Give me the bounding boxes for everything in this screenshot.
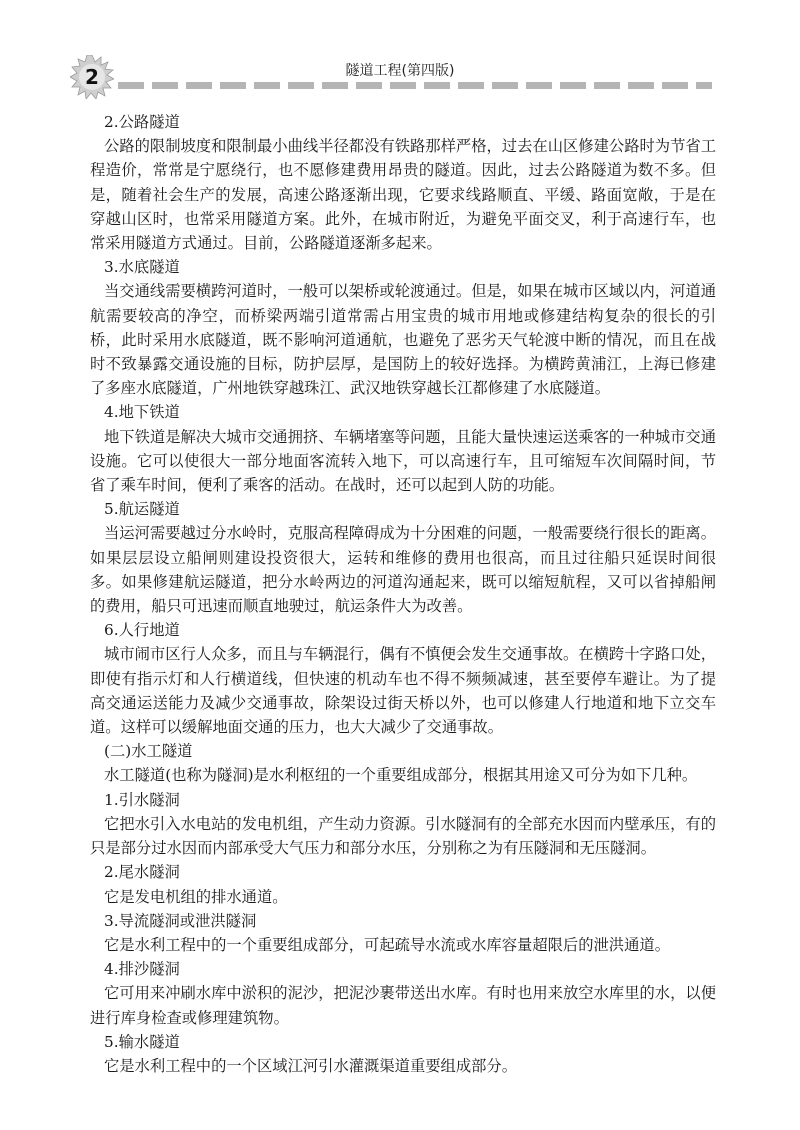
page-header [0, 0, 800, 110]
paragraph-subway: 地下铁道是解决大城市交通拥挤、车辆堵塞等问题，且能大量快速运送乘客的一种城市交通设施。它可以使很大一部分地面客流转入地下，可以高速行车，且可缩短车次间隔时间，节省了乘车时间，便利了乘客的活动。在战时，还可以起到人防的功能。 [90, 427, 716, 495]
paragraph-conveyance-tunnel: 它是水利工程中的一个区域江河引水灌溉渠道重要组成部分。 [104, 1056, 518, 1075]
section-heading-flood-tunnel: 3.导流隧洞或泄洪隧洞 [104, 911, 257, 930]
paragraph-sediment-tunnel: 它可用来冲刷水库中淤积的泥沙，把泥沙裹带送出水库。有时也用来放空水库里的水，以便进行库身检查或修理建筑物。 [90, 984, 716, 1027]
section-heading-conveyance-tunnel: 5.输水隧道 [104, 1032, 180, 1051]
paragraph-pedestrian-underpass: 城市闹市区行人众多，而且与车辆混行，偶有不慎便会发生交通事故。在横跨十字路口处，即使有指示灯和人行横道线，但快速的机动车也不得不频频减速，甚至要停车避让。为了提高交通运送能力及减少交通事故，除架设过街天桥以外，也可以修建人行地道和地下立交车道。这样可以缓解地面交通的压力，也大大减少了交通事故。 [90, 645, 716, 737]
section-heading-sediment-tunnel: 4.排沙隧洞 [104, 960, 180, 979]
book-title: 隧道工程(第四版) [345, 63, 455, 79]
section-heading-highway-tunnel: 2.公路隧道 [104, 113, 180, 131]
page-body [90, 110, 716, 1078]
section-heading-hydraulic-tunnel: (二)水工隧道 [104, 742, 193, 761]
paragraph-flood-tunnel: 它是水利工程中的一个重要组成部分，可起疏导水流或水库容量超限后的泄洪通道。 [104, 935, 670, 954]
paragraph-tailrace-tunnel: 它是发电机组的排水通道。 [104, 887, 288, 906]
section-heading-navigation-tunnel: 5.航运隧道 [104, 500, 180, 519]
section-heading-underwater-tunnel: 3.水底隧道 [104, 258, 180, 277]
section-heading-pedestrian-underpass: 6.人行地道 [104, 621, 180, 640]
paragraph-highway-tunnel: 公路的限制坡度和限制最小曲线半径都没有铁路那样严格，过去在山区修建公路时为节省工程造价，常常是宁愿绕行，也不愿修建费用昂贵的隧道。因此，过去公路隧道为数不多。但是，随着社会生产的发展，高速公路逐渐出现，它要求线路顺直、平缓、路面宽敞，于是在穿越山区时，也常采用隧道方案。此外，在城市附近，为避免平面交叉，利于高速行车，也常采用隧道方式通过。目前，公路隧道逐渐多起来。 [90, 137, 716, 253]
paragraph-navigation-tunnel: 当运河需要越过分水岭时，克服高程障碍成为十分困难的问题，一般需要绕行很长的距离。如果层层设立船闸则建设投资很大，运转和维修的费用也很高，而且过往船只延误时间很多。如果修建航运隧道，把分水岭两边的河道沟通起来，既可以缩短航程，又可以省掉船闸的费用，船只可迅速而顺直地驶过，航运条件大为改善。 [90, 524, 716, 616]
section-heading-tailrace-tunnel: 2.尾水隧洞 [104, 863, 180, 882]
section-heading-subway: 4.地下铁道 [104, 403, 180, 422]
section-heading-diversion-tunnel: 1.引水隧洞 [104, 790, 180, 809]
paragraph-underwater-tunnel: 当交通线需要横跨河道时，一般可以架桥或轮渡通过。但是，如果在城市区域以内，河道通航需要较高的净空，而桥梁两端引道常需占用宝贵的城市用地或修建结构复杂的很长的引桥，此时采用水底隧道，既不影响河道通航，也避免了恶劣天气轮渡中断的情况，而且在战时不致暴露交通设施的目标，防护层厚，是国防上的较好选择。为横跨黄浦江，上海已修建了多座水底隧道，广州地铁穿越珠江、武汉地铁穿越长江都修建了水底隧道。 [90, 282, 716, 398]
header-dash-rule [118, 82, 712, 89]
page-number: 2 [85, 65, 99, 89]
paragraph-hydraulic-intro: 水工隧道(也称为隧洞)是水利枢纽的一个重要组成部分，根据其用途又可分为如下几种。 [104, 766, 698, 785]
paragraph-diversion-tunnel: 它把水引入水电站的发电机组，产生动力资源。引水隧洞有的全部充水因而内壁承压，有的只是部分过水因而内部承受大气压力和部分水压，分别称之为有压隧洞和无压隧洞。 [90, 814, 716, 858]
